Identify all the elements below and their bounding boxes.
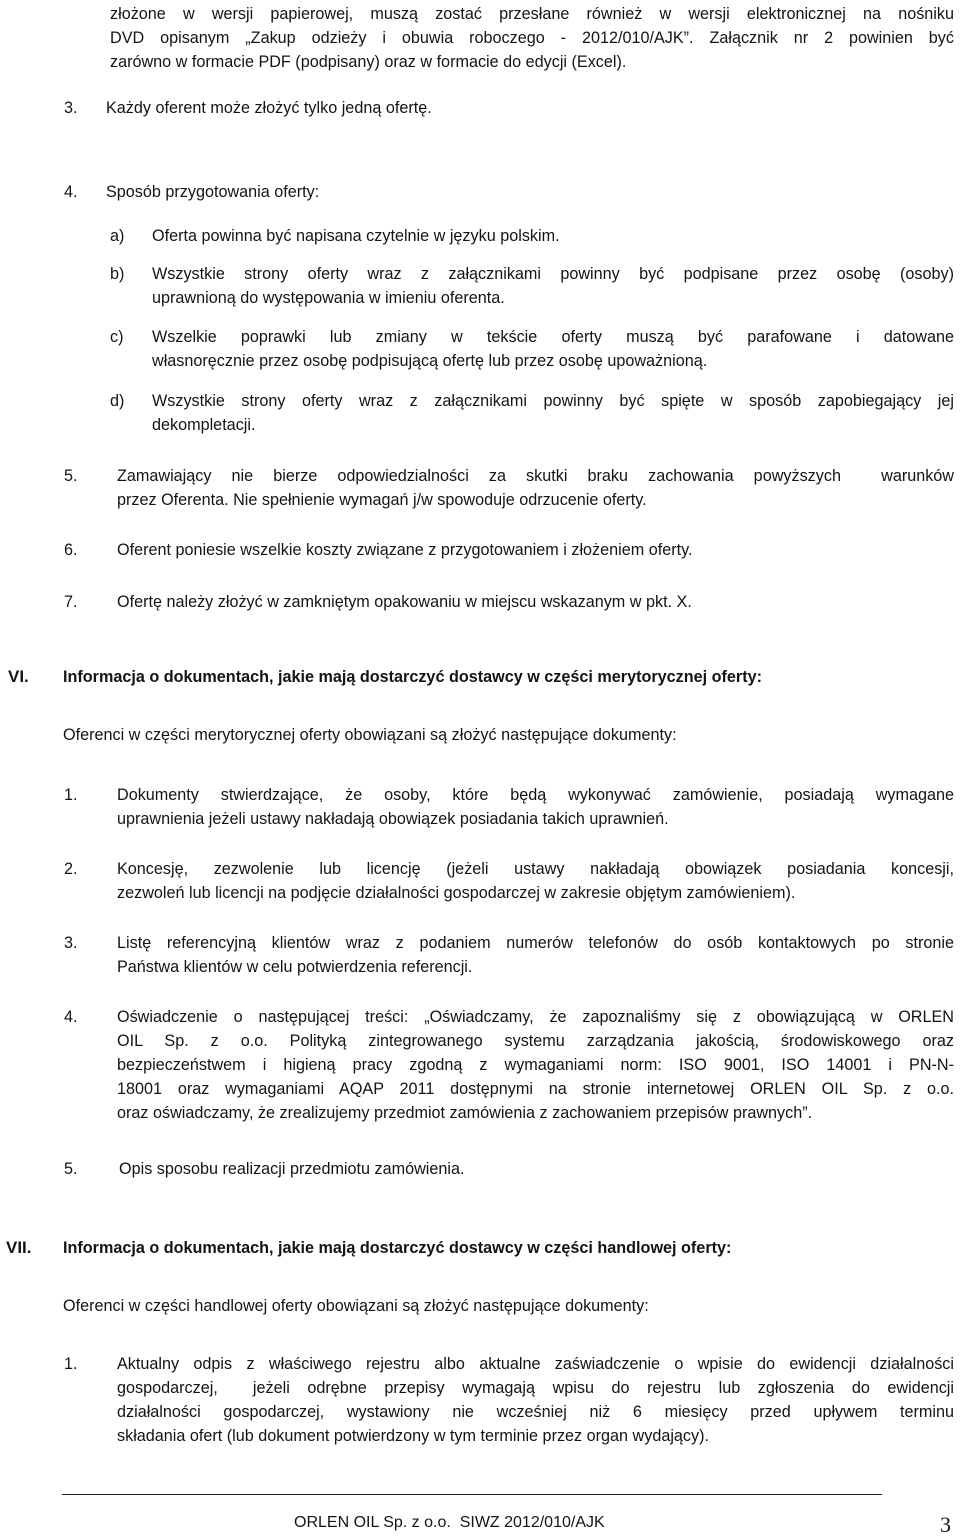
text-line: dekompletacji. xyxy=(152,416,256,434)
text-line: złożone w wersji papierowej, muszą zostać przesłane również w wersji elektronicznej na nośniku xyxy=(110,5,954,23)
text-line: Koncesję, zezwolenie lub licencję (jeżeli ustawy nakładają obowiązek posiadania koncesji, xyxy=(117,860,954,878)
top-paragraph xyxy=(110,2,954,74)
text-line: uprawnienia jeżeli ustawy nakładają obowiązek posiadania takich uprawnień. xyxy=(117,810,669,828)
item-text xyxy=(117,783,954,831)
text-line: Wszelkie poprawki lub zmiany w tekście oferty muszą być parafowane i datowane xyxy=(152,328,954,346)
item-number: 6. xyxy=(64,541,78,559)
item-text: Każdy oferent może złożyć tylko jedną ofertę. xyxy=(106,99,432,117)
text-line: Wszystkie strony oferty wraz z załącznikami powinny być spięte w sposób zapobiegający jej xyxy=(152,392,954,410)
text-line: bezpieczeństwem i higieną pracy zgodną z wymaganiami norm: ISO 9001, ISO 14001 i PN-N- xyxy=(117,1056,954,1074)
text-line: zezwoleń lub licencji na podjęcie działalności gospodarczej w zakresie objętym zamówieniem). xyxy=(117,884,796,902)
section-intro: Oferenci w części merytorycznej oferty obowiązani są złożyć następujące dokumenty: xyxy=(63,726,677,744)
text-line: oraz oświadczamy, że zrealizujemy przedmiot zamówienia z zachowaniem przepisów prawnych”. xyxy=(117,1104,813,1122)
text-line: przez Oferenta. Nie spełnienie wymagań j/w spowoduje odrzucenie oferty. xyxy=(117,491,647,509)
item-text: Oferent poniesie wszelkie koszty związane z przygotowaniem i złożeniem oferty. xyxy=(117,541,693,559)
sub-item-letter: a) xyxy=(110,227,125,245)
footer-divider xyxy=(62,1494,882,1495)
item-number: 3. xyxy=(64,99,78,117)
item-number: 5. xyxy=(64,467,78,485)
text-line: Oświadczenie o następującej treści: „Oświadczamy, że zapoznaliśmy się z obowiązującą w ORLEN xyxy=(117,1008,954,1026)
text-line: składania ofert (lub dokument potwierdzony w tym terminie przez organ wydający). xyxy=(117,1427,710,1445)
text-line: Dokumenty stwierdzające, że osoby, które będą wykonywać zamówienie, posiadają wymagane xyxy=(117,786,954,804)
sub-item-text xyxy=(152,224,954,248)
sub-item-text xyxy=(152,325,954,373)
sub-item-letter: d) xyxy=(110,392,125,410)
item-text: Ofertę należy złożyć w zamkniętym opakowaniu w miejscu wskazanym w pkt. X. xyxy=(117,593,692,611)
section-numeral: VI. xyxy=(8,667,29,686)
text-line: zarówno w formacie PDF (podpisany) oraz w formacie do edycji (Excel). xyxy=(110,53,627,71)
text-line: Oferta powinna być napisana czytelnie w języku polskim. xyxy=(152,227,560,245)
sub-item-letter: b) xyxy=(110,265,125,283)
item-text: Sposób przygotowania oferty: xyxy=(106,183,320,201)
item-number: 4. xyxy=(64,183,78,201)
section-title: Informacja o dokumentach, jakie mają dostarczyć dostawcy w części merytorycznej oferty: xyxy=(63,668,763,686)
item-number: 7. xyxy=(64,593,78,611)
text-line: Państwa klientów w celu potwierdzenia referencji. xyxy=(117,958,473,976)
text-line: Zamawiający nie bierze odpowiedzialności za skutki braku zachowania powyższych warunków xyxy=(117,467,954,485)
item-number: 3. xyxy=(64,934,78,952)
item-text xyxy=(117,931,954,979)
page-number: 3 xyxy=(940,1512,951,1537)
text-line: gospodarczej, jeżeli odrębne przepisy wymagają wpisu do rejestru lub zgłoszenia do ewidencji xyxy=(117,1379,954,1397)
item-text xyxy=(117,857,954,905)
text-line: Wszystkie strony oferty wraz z załącznikami powinny być podpisane przez osobę (osoby) xyxy=(152,265,954,283)
footer-text: ORLEN OIL Sp. z o.o. SIWZ 2012/010/AJK xyxy=(294,1514,605,1531)
item-text: Opis sposobu realizacji przedmiotu zamówienia. xyxy=(119,1160,465,1178)
item-text xyxy=(117,1352,954,1448)
text-line: Listę referencyjną klientów wraz z podaniem numerów telefonów do osób kontaktowych po stronie xyxy=(117,934,954,952)
section-title: Informacja o dokumentach, jakie mają dostarczyć dostawcy w części handlowej oferty: xyxy=(63,1239,732,1257)
item-number: 5. xyxy=(64,1160,78,1178)
text-line: DVD opisanym „Zakup odzieży i obuwia roboczego - 2012/010/AJK”. Załącznik nr 2 powinien być xyxy=(110,29,954,47)
text-line: działalności gospodarczej, wystawiony nie wcześniej niż 6 miesięcy przed upływem terminu xyxy=(117,1403,954,1421)
sub-item-text xyxy=(152,262,954,310)
item-text xyxy=(117,1005,954,1125)
text-line: OIL Sp. z o.o. Polityką zintegrowanego systemu zarządzania jakością, środowiskowego oraz xyxy=(117,1032,954,1050)
section-numeral: VII. xyxy=(6,1238,32,1257)
sub-item-text xyxy=(152,389,954,437)
item-number: 4. xyxy=(64,1008,78,1026)
text-line: Aktualny odpis z właściwego rejestru albo aktualne zaświadczenie o wpisie do ewidencji działalności xyxy=(117,1355,954,1373)
sub-item-letter: c) xyxy=(110,328,124,346)
item-number: 1. xyxy=(64,786,78,804)
item-number: 1. xyxy=(64,1355,78,1373)
text-line: własnoręcznie przez osobę podpisującą ofertę lub przez osobę upoważnioną. xyxy=(152,352,708,370)
item-text xyxy=(117,464,954,512)
section-intro: Oferenci w części handlowej oferty obowiązani są złożyć następujące dokumenty: xyxy=(63,1297,649,1315)
item-number: 2. xyxy=(64,860,78,878)
text-line: 18001 oraz wymaganiami AQAP 2011 dostępnymi na stronie internetowej ORLEN OIL Sp. z o.o. xyxy=(117,1080,954,1098)
text-line: uprawnioną do występowania w imieniu oferenta. xyxy=(152,289,505,307)
